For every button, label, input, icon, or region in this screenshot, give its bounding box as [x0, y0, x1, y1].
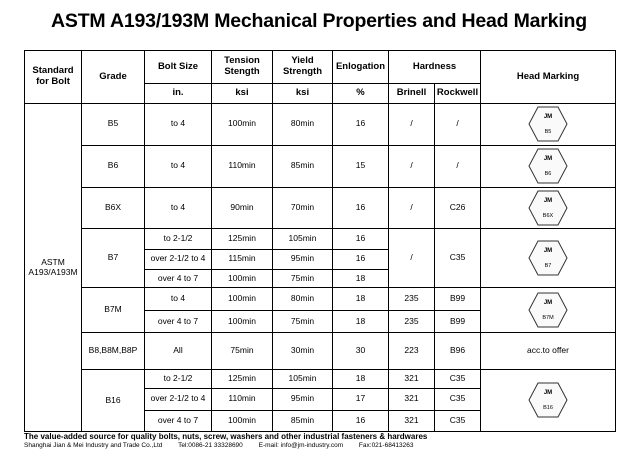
head-marking-wrap [481, 240, 615, 276]
tension-cell: 75min [212, 333, 273, 370]
yield-cell: 75min [273, 310, 333, 332]
bolt-size-cell: to 2-1/2 [145, 369, 212, 388]
yield-cell: 70min [273, 187, 333, 229]
rockwell-cell: C35 [435, 369, 481, 388]
head-mark-label: B7M [542, 315, 554, 322]
head-marking-wrap [481, 106, 615, 142]
yield-cell: 105min [273, 369, 333, 388]
unit-tension: ksi [212, 84, 273, 104]
rockwell-cell: / [435, 145, 481, 187]
rockwell-cell: B99 [435, 288, 481, 310]
yield-cell: 75min [273, 269, 333, 287]
brinell-cell: / [389, 104, 435, 146]
grade-cell: B8,B8M,B8P [82, 333, 145, 370]
elongation-cell: 16 [333, 104, 389, 146]
grade-cell: B7M [82, 288, 145, 333]
brinell-cell: / [389, 229, 435, 288]
brinell-cell: 235 [389, 288, 435, 310]
yield-cell: 30min [273, 333, 333, 370]
head-mark-label: B6X [542, 212, 554, 219]
yield-cell: 95min [273, 389, 333, 410]
yield-cell: 80min [273, 104, 333, 146]
elongation-cell: 15 [333, 145, 389, 187]
brinell-cell: / [389, 145, 435, 187]
tension-cell: 90min [212, 187, 273, 229]
head-marking-wrap [481, 148, 615, 184]
head-logo: JM [543, 197, 553, 204]
tension-cell: 100min [212, 410, 273, 432]
bolt-size-cell: over 4 to 7 [145, 410, 212, 432]
brinell-cell: 235 [389, 310, 435, 332]
tension-cell: 115min [212, 249, 273, 269]
elongation-cell: 16 [333, 410, 389, 432]
header-bolt-size: Bolt Size [145, 51, 212, 84]
table-row [25, 229, 616, 249]
tension-cell: 100min [212, 288, 273, 310]
grade-cell: B5 [82, 104, 145, 146]
elongation-cell: 17 [333, 389, 389, 410]
bolt-size-cell: over 2-1/2 to 4 [145, 389, 212, 410]
bolt-size-cell: to 4 [145, 145, 212, 187]
footer-contact [24, 442, 428, 449]
hex-head-icon [528, 292, 568, 328]
rockwell-cell: / [435, 104, 481, 146]
bolt-size-cell: All [145, 333, 212, 370]
head-marking-text: acc.to offer [481, 333, 616, 370]
tension-cell: 110min [212, 145, 273, 187]
head-marking-wrap [481, 292, 615, 328]
rockwell-cell: B99 [435, 310, 481, 332]
table-body [25, 104, 616, 432]
elongation-cell: 18 [333, 288, 389, 310]
brinell-cell: 223 [389, 333, 435, 370]
head-logo: JM [543, 114, 553, 121]
rockwell-cell: C26 [435, 187, 481, 229]
elongation-cell: 18 [333, 310, 389, 332]
head-marking-cell [481, 104, 616, 146]
table-row [25, 369, 616, 388]
header-standard: Standard for Bolt [25, 51, 82, 104]
footer-fax: Fax:021-68413263 [358, 442, 414, 449]
hex-head-icon [528, 240, 568, 276]
yield-cell: 85min [273, 145, 333, 187]
tension-cell: 125min [212, 229, 273, 249]
grade-cell: B6X [82, 187, 145, 229]
head-logo: JM [543, 390, 553, 397]
header-grade: Grade [82, 51, 145, 104]
bolt-size-cell: over 2-1/2 to 4 [145, 249, 212, 269]
brinell-cell: 321 [389, 389, 435, 410]
yield-cell: 80min [273, 288, 333, 310]
header-hardness: Hardness [389, 51, 481, 84]
bolt-size-cell: to 4 [145, 104, 212, 146]
elongation-cell: 18 [333, 369, 389, 388]
table-row [25, 333, 616, 370]
bolt-size-cell: over 4 to 7 [145, 269, 212, 287]
hex-head-icon [528, 148, 568, 184]
grade-cell: B16 [82, 369, 145, 431]
elongation-cell: 16 [333, 187, 389, 229]
table-row [25, 145, 616, 187]
head-marking-cell [481, 229, 616, 288]
header-head-marking: Head Marking [481, 51, 616, 104]
bolt-size-cell: over 4 to 7 [145, 310, 212, 332]
header-tension: Tension Stength [212, 51, 273, 84]
unit-elongation: % [333, 84, 389, 104]
properties-table [24, 50, 616, 432]
table-row [25, 288, 616, 310]
brinell-cell: 321 [389, 369, 435, 388]
head-mark-label: B6 [544, 171, 552, 178]
unit-size: in. [145, 84, 212, 104]
footer-company: Shanghai Jian & Mei Industry and Trade Co.,Ltd [24, 442, 163, 449]
header-rockwell: Rockwell [435, 84, 481, 104]
head-logo: JM [543, 156, 553, 163]
brinell-cell: 321 [389, 410, 435, 432]
elongation-cell: 16 [333, 229, 389, 249]
hex-head-icon [528, 382, 568, 418]
grade-cell: B6 [82, 145, 145, 187]
header-elongation: Enlogation [333, 51, 389, 84]
yield-cell: 85min [273, 410, 333, 432]
head-marking-cell [481, 369, 616, 431]
tension-cell: 100min [212, 104, 273, 146]
head-marking-cell [481, 145, 616, 187]
elongation-cell: 30 [333, 333, 389, 370]
rockwell-cell: B96 [435, 333, 481, 370]
elongation-cell: 18 [333, 269, 389, 287]
page-title: ASTM A193/193M Mechanical Properties and Head Marking [51, 10, 587, 32]
head-marking-cell [481, 288, 616, 333]
footer-tagline: The value-added source for quality bolts, nuts, screw, washers and other industrial fasteners & hardwares [24, 432, 428, 441]
tension-cell: 110min [212, 389, 273, 410]
tension-cell: 100min [212, 269, 273, 287]
head-marking-cell [481, 187, 616, 229]
grade-cell: B7 [82, 229, 145, 288]
table-row [25, 104, 616, 146]
table-row [25, 187, 616, 229]
head-mark-label: B5 [544, 129, 552, 136]
header-yield: Yield Strength [273, 51, 333, 84]
yield-cell: 105min [273, 229, 333, 249]
tension-cell: 100min [212, 310, 273, 332]
rockwell-cell: C35 [435, 410, 481, 432]
head-mark-label: B7 [544, 263, 552, 270]
hex-head-icon [528, 190, 568, 226]
bolt-size-cell: to 2-1/2 [145, 229, 212, 249]
rockwell-cell: C35 [435, 389, 481, 410]
bolt-size-cell: to 4 [145, 187, 212, 229]
standard-cell: ASTM A193/A193M [25, 104, 82, 432]
head-logo: JM [543, 300, 553, 307]
head-marking-wrap [481, 382, 615, 418]
rockwell-cell: C35 [435, 229, 481, 288]
hex-head-icon [528, 106, 568, 142]
head-mark-label: B16 [543, 405, 553, 412]
yield-cell: 95min [273, 249, 333, 269]
head-marking-wrap [481, 190, 615, 226]
tension-cell: 125min [212, 369, 273, 388]
footer-tel: Tel:0086-21 33328690 [178, 442, 243, 449]
footer-email: E-mail: info@jm-industry.com [258, 442, 344, 449]
header-brinell: Brinell [389, 84, 435, 104]
head-logo: JM [543, 248, 553, 255]
bolt-size-cell: to 4 [145, 288, 212, 310]
unit-yield: ksi [273, 84, 333, 104]
elongation-cell: 16 [333, 249, 389, 269]
brinell-cell: / [389, 187, 435, 229]
